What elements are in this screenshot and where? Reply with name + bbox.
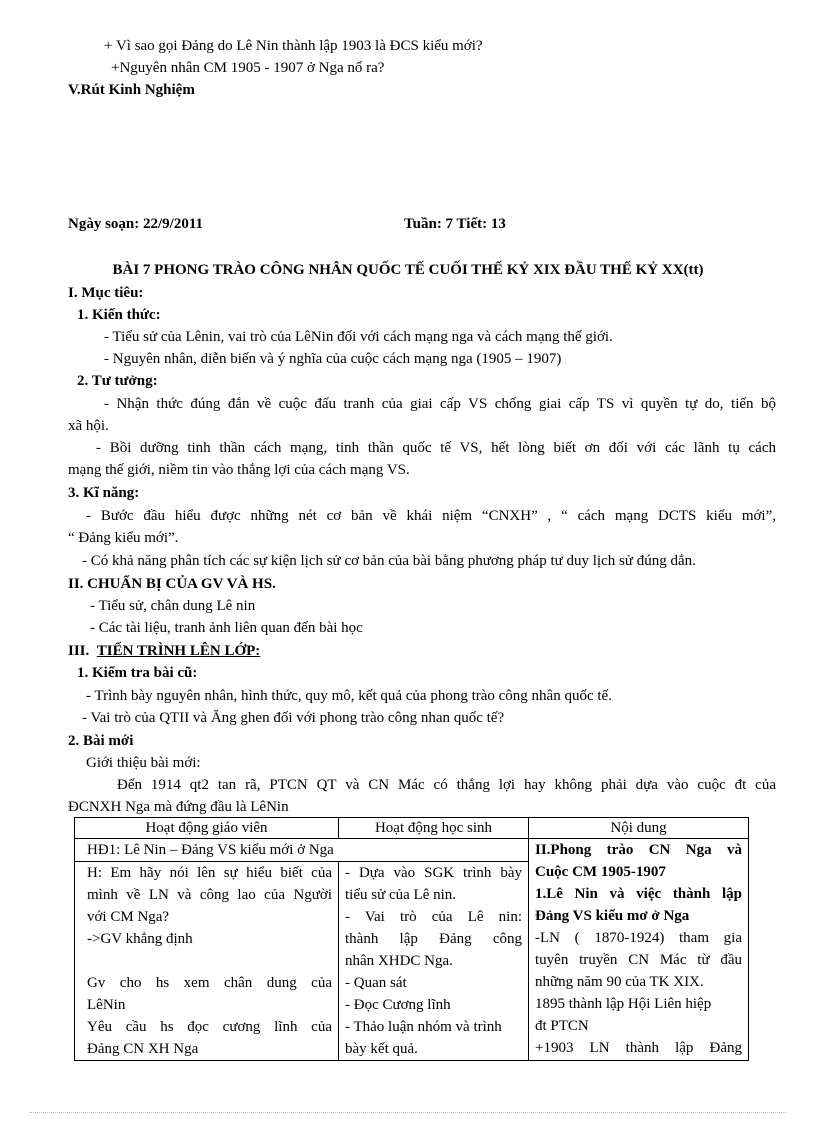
kiem-tra-heading: 1. Kiểm tra bài cũ:: [77, 665, 198, 681]
rut-kinh-nghiem-heading: V.Rút Kinh Nghiệm: [68, 82, 195, 98]
lesson-title: BÀI 7 PHONG TRÀO CÔNG NHÂN QUỐC TẾ CUỐI THẾ KỶ XIX ĐẦU THẾ KỶ XX(tt): [112, 262, 704, 278]
hs-line-5: nhân XHDC Nga.: [345, 953, 453, 969]
hoc-sinh-cell: [339, 862, 529, 1061]
hs-line-2: tiểu sử của Lê nin.: [345, 887, 457, 903]
ki-nang-p1-line1: - Bước đầu hiểu được những nét cơ bản về khái niệm “CNXH” , “ cách mạng DCTS kiểu mới”,: [86, 508, 776, 524]
nd-line-6: +1903 LN thành lập Đảng: [535, 1040, 742, 1056]
nd-line-4: 1895 thành lập Hội Liên hiệp: [535, 996, 712, 1012]
tu-tuong-p2-line1: - Bồi dưỡng tinh thần cách mạng, tinh thần quốc tế VS, hết lòng biết ơn đối với các lãnh tụ cách: [96, 440, 776, 456]
question-2: +Nguyên nhân CM 1905 - 1907 ở Nga nổ ra?: [111, 60, 385, 76]
noi-dung-cell: [529, 839, 749, 1061]
nd-line-2: tuyên truyền CN Mác từ đầu: [535, 952, 742, 968]
ki-nang-p2: - Có khả năng phân tích các sự kiện lịch sử cơ bản của bài bằng phương pháp tư duy lịch sử đúng dắn.: [82, 553, 696, 569]
gv-line-5: Gv cho hs xem chân dung của: [87, 975, 332, 991]
page-bottom-divider: [30, 1112, 786, 1113]
nd-title-2: Cuộc CM 1905-1907: [535, 864, 666, 880]
kien-thuc-item-1: - Tiểu sử của Lênin, vai trò của LêNin đối với cách mạng nga và cách mạng thế giới.: [104, 329, 613, 345]
gv-line-8: Đảng CN XH Nga: [87, 1041, 199, 1057]
tu-tuong-p1-line1: - Nhận thức đúng đắn về cuộc đấu tranh của giai cấp VS chống giai cấp TS vì quyền tự do, tiến bộ: [104, 396, 776, 412]
gv-line-1: H: Em hãy nói lên sự hiểu biết của: [87, 865, 332, 881]
gv-spacer: [87, 950, 332, 972]
header-noi-dung: Nội dung: [529, 818, 749, 839]
hs-line-8: - Thảo luận nhóm và trình: [345, 1019, 502, 1035]
giao-vien-cell: [75, 862, 339, 1061]
header-hoc-sinh: Hoạt động học sinh: [339, 818, 529, 839]
tu-tuong-p1-line2: xã hội.: [68, 418, 109, 434]
tuan-tiet: Tuần: 7 Tiết: 13: [404, 216, 506, 232]
muc-tieu-heading: I. Mục tiêu:: [68, 285, 144, 301]
nd-title-1: II.Phong trào CN Nga và: [535, 842, 742, 858]
hs-line-1: - Dựa vào SGK trình bày: [345, 865, 522, 881]
tu-tuong-p2-line2: mạng thế giới, niềm tin vào thắng lợi của cách mạng VS.: [68, 462, 410, 478]
gv-line-2: mình về LN và công lao của Người: [87, 887, 332, 903]
header-giao-vien: Hoạt động giáo viên: [75, 818, 339, 839]
gv-line-4: ->GV khẳng định: [87, 931, 193, 947]
bai-moi-p-line1: Đến 1914 qt2 tan rã, PTCN QT và CN Mác có thắng lợi hay không phải dựa vào cuộc đt của: [117, 777, 776, 793]
chuan-bi-item-1: - Tiểu sử, chân dung Lê nin: [90, 598, 256, 614]
bai-moi-p-line2: ĐCNXH Nga mà đứng đầu là LêNin: [68, 799, 289, 815]
kiem-tra-item-1: - Trình bày nguyên nhân, hình thức, quy mô, kết quả của phong trào công nhân quốc tế.: [86, 688, 612, 704]
nd-line-5: đt PTCN: [535, 1018, 589, 1034]
chuan-bi-heading: II. CHUẨN BỊ CỦA GV VÀ HS.: [68, 576, 276, 592]
tien-trinh-heading: [68, 641, 260, 661]
ngay-soan: Ngày soạn: 22/9/2011: [68, 216, 204, 232]
gv-line-3: với CM Nga?: [87, 909, 170, 925]
tien-trinh-title: TIẾN TRÌNH LÊN LỚP:: [96, 643, 261, 659]
nd-title-4: Đảng VS kiểu mơ ở Nga: [535, 908, 690, 924]
kien-thuc-item-2: - Nguyên nhân, diễn biến và ý nghĩa của cuộc cách mạng nga (1905 – 1907): [104, 351, 562, 367]
hd1-label: HĐ1: Lê Nin – Đảng VS kiểu mới ở Nga: [75, 839, 529, 862]
chuan-bi-item-2: - Các tài liệu, tranh ảnh liên quan đến bài học: [90, 620, 363, 636]
hs-line-9: bày kết quả.: [345, 1041, 418, 1057]
hs-line-7: - Đọc Cương lĩnh: [345, 997, 451, 1013]
nd-title-3: 1.Lê Nin và việc thành lập: [535, 886, 742, 902]
kiem-tra-item-2: - Vai trò của QTII và Ăng ghen đối với phong trào công nhan quốc tế?: [82, 710, 505, 726]
nd-line-1: -LN ( 1870-1924) tham gia: [535, 930, 742, 946]
gv-line-6: LêNin: [87, 997, 126, 1013]
ki-nang-p1-line2: “ Đảng kiểu mới”.: [68, 530, 179, 546]
tien-trinh-numeral: III.: [68, 643, 90, 659]
question-1: + Vì sao gọi Đảng do Lê Nin thành lập 1903 là ĐCS kiểu mới?: [104, 38, 483, 54]
gv-line-7: Yêu cầu hs đọc cương lĩnh của: [87, 1019, 332, 1035]
tu-tuong-heading: 2. Tư tưởng:: [77, 373, 158, 389]
table-row-hd1: [75, 839, 749, 862]
hs-line-4: thành lập Đảng công: [345, 931, 522, 947]
lesson-activity-table: [74, 817, 749, 1061]
gioi-thieu-label: Giới thiệu bài mới:: [86, 755, 201, 771]
kien-thuc-heading: 1. Kiến thức:: [77, 307, 161, 323]
table-header-row: [75, 818, 749, 839]
ki-nang-heading: 3. Kĩ năng:: [68, 485, 140, 501]
hs-line-3: - Vai trò của Lê nin:: [345, 909, 522, 925]
nd-line-3: những năm 90 của TK XIX.: [535, 974, 704, 990]
hs-line-6: - Quan sát: [345, 975, 407, 991]
bai-moi-heading: 2. Bài mới: [68, 733, 134, 749]
